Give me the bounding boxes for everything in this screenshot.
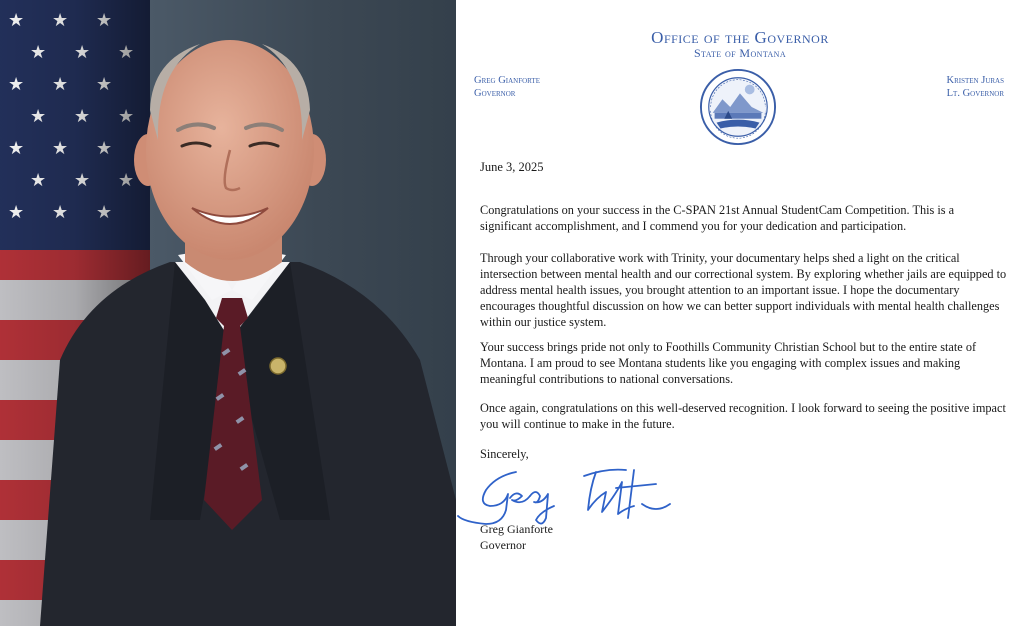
- letter-paragraph: Congratulations on your success in the C-SPAN 21st Annual StudentCam Competition. This is a significant accomplishment, and I commend you for your dedication and participation.: [480, 203, 955, 233]
- governor-portrait-photo: [0, 0, 456, 626]
- montana-state-seal-icon: [699, 68, 777, 146]
- signer-title: Governor: [480, 538, 526, 552]
- letter-date: June 3, 2025: [480, 160, 544, 174]
- letterhead-office: Office of the Governor: [651, 28, 829, 47]
- governor-name: Greg Gianforte: [474, 75, 540, 86]
- letterhead-state: State of Montana: [693, 46, 786, 60]
- signer-name: Greg Gianforte: [480, 522, 553, 536]
- lt-governor-title: Lt. Governor: [946, 88, 1004, 99]
- letter-closing: Sincerely,: [480, 447, 529, 461]
- letter-paragraph: Through your collaborative work with Trinity, your documentary helps shed a light on the critical intersection between mental health and our correctional system. By exploring whether jails are equipped to address mental health issues, you brought attention to an important issue. I hope the documentary encourages thoughtful discussion on how we can better support individuals with mental health challenges within our justice system.: [480, 251, 1007, 329]
- letterhead-governor-block: [474, 74, 540, 100]
- letterhead-lt-governor-block: [947, 74, 1004, 100]
- governor-letter: [456, 0, 1024, 626]
- letter-paragraph: Your success brings pride not only to Foothills Community Christian School but to the entire state of Montana. I am proud to see Montana students like you engaging with complex issues and making meaningful contributions to national conversations.: [480, 340, 977, 386]
- governor-title: Governor: [474, 88, 516, 99]
- letter-paragraph: Once again, congratulations on this well-deserved recognition. I look forward to seeing the positive impact you will continue to make in the future.: [480, 401, 1006, 431]
- portrait-illustration: [0, 0, 456, 626]
- lt-governor-name: Kristen Juras: [946, 75, 1004, 86]
